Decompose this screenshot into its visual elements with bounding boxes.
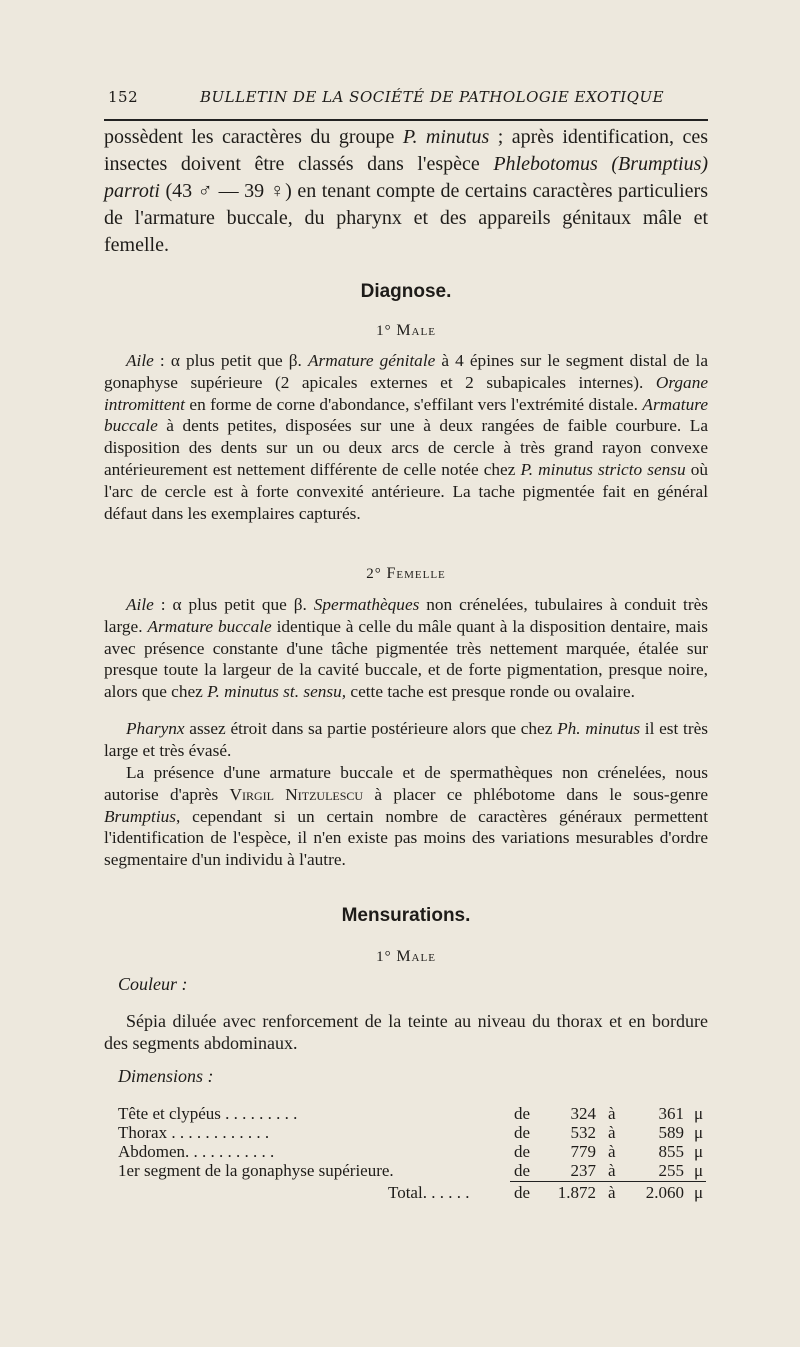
cell-unit: μ: [694, 1183, 704, 1202]
cell-min: 532: [570, 1123, 596, 1142]
subheading-number: 1°: [376, 949, 397, 965]
section-heading-diagnose: Diagnose.: [360, 281, 452, 302]
cell-unit: μ: [694, 1161, 704, 1180]
total-rule: [510, 1181, 706, 1182]
cell-min: 779: [570, 1142, 596, 1161]
text-run: , cependant si un certain nombre de caractères généraux permettent l'identification de l'espèce, il n'en existe pas moins des variations mesurables d'ordre segmentaire d'un individu à l'autre.: [104, 806, 708, 870]
species-name: P. minutus st. sensu,: [207, 682, 347, 702]
subheading-number: 2°: [366, 566, 387, 582]
text-run: où l'arc de cercle est à forte convexité antérieure. La tache pigmentée fait en général défaut dans les exemplaires capturés.: [104, 459, 709, 523]
subheading-male: [104, 322, 708, 340]
term: Armature génitale: [307, 351, 436, 370]
species-name: P. minutus stricto sensu: [520, 459, 686, 479]
cell-min: 324: [570, 1104, 596, 1123]
header-rule: [104, 119, 708, 121]
text-run: identique à celle du mâle quant à la disposition dentaire, mais avec présence constante d'une tâche pigmentée très nettement marquée, étalée sur presque toute la largeur de la cavité buccale, et de forte pigmentation, presque noire, alors que chez: [104, 616, 709, 702]
row-label: Abdomen. . . . . . . . . . .: [118, 1142, 275, 1161]
cell-unit: μ: [694, 1104, 704, 1123]
female-diagnose-paragraph: [104, 594, 708, 703]
table-row: [118, 1142, 708, 1161]
row-label: 1er segment de la gonaphyse supérieure.: [118, 1161, 394, 1180]
text-run: à dents petites, disposées sur une à deux rangées de faible courbure. La disposition des dents sur un ou deux arcs de cercle à très grand rayon convexe antérieurement est nettement différente de celle notée chez: [104, 416, 708, 479]
text-run: non crénelées, tubulaires à conduit très large.: [104, 595, 708, 636]
term: Armature buccale: [104, 394, 708, 436]
term: Aile: [126, 351, 154, 370]
cell-a: à: [608, 1161, 616, 1180]
subheading-female: [104, 565, 708, 583]
term: Aile: [126, 595, 154, 614]
cell-max: 589: [658, 1123, 684, 1142]
cell-de: de: [514, 1104, 531, 1123]
subheading-number: 1°: [376, 323, 397, 339]
text-run: cette tache est presque ronde ou ovalaire.: [346, 682, 635, 702]
cell-max: 2.060: [645, 1183, 684, 1202]
journal-title: BULLETIN DE LA SOCIÉTÉ DE PATHOLOGIE EXOTIQUE: [200, 88, 665, 106]
term: Organe intromittent: [104, 372, 708, 414]
text-run: à placer ce phlébotome dans le sous-genre: [363, 784, 708, 804]
cell-de: de: [514, 1123, 531, 1142]
text-run: La présence d'une armature buccale et de spermathèques non crénelées, nous autorise d'après: [104, 763, 708, 804]
cell-max: 361: [658, 1104, 684, 1123]
term: Armature buccale: [147, 616, 272, 636]
couleur-label: Couleur :: [118, 974, 188, 994]
subheading-label: Male: [396, 948, 436, 965]
cell-max: 855: [658, 1142, 684, 1161]
cell-a: à: [608, 1104, 616, 1123]
cell-unit: μ: [694, 1123, 704, 1142]
cell-unit: μ: [694, 1142, 704, 1161]
page-number: 152: [108, 88, 139, 106]
text-run: assez étroit dans sa partie postérieure alors que chez: [184, 719, 558, 738]
cell-min: 237: [570, 1161, 596, 1180]
species-name: Phlebotomus (Brumptius) parroti: [104, 153, 709, 202]
subheading-label: Femelle: [386, 565, 446, 582]
dimensions-label: Dimensions :: [118, 1066, 214, 1086]
cell-de: de: [514, 1183, 531, 1202]
cell-max: 255: [658, 1161, 684, 1180]
row-label: Thorax . . . . . . . . . . . .: [118, 1123, 270, 1142]
text-run: à 4 épines sur le segment distal de la gonaphyse supérieure (2 apicales externes et 2 subapicales internes).: [104, 351, 708, 392]
running-header: [108, 88, 706, 112]
cell-a: à: [608, 1142, 616, 1161]
table-row: [118, 1104, 708, 1123]
text-run: possèdent les caractères du groupe: [104, 126, 403, 148]
subgenus-paragraph: [104, 762, 708, 871]
couleur-paragraph: Sépia diluée avec renforcement de la teinte au niveau du thorax et en bordure des segments abdominaux.: [104, 1011, 708, 1053]
cell-de: de: [514, 1142, 531, 1161]
cell-a: à: [608, 1123, 616, 1142]
male-diagnose-paragraph: [104, 350, 708, 524]
dimensions-table: [118, 1104, 708, 1202]
table-row: [118, 1161, 708, 1180]
text-run: en forme de corne d'abondance, s'effilant vers l'extrémité distale.: [184, 394, 643, 414]
row-label: Tête et clypéus . . . . . . . . .: [118, 1104, 298, 1123]
intro-paragraph: [104, 124, 708, 259]
subheading-label: Male: [396, 322, 436, 339]
species-name: P. minutus: [402, 126, 490, 148]
term: Pharynx: [126, 719, 185, 738]
cell-min: 1.872: [557, 1183, 596, 1202]
text-run: ; après identification, ces insectes doivent être classés dans l'espèce: [104, 126, 708, 175]
text-run: : α plus petit que β.: [153, 595, 314, 614]
term: Spermathèques: [313, 595, 420, 614]
species-name: Ph. minutus: [557, 719, 641, 738]
text-run: il est très large et très évasé.: [104, 719, 708, 760]
cell-de: de: [514, 1161, 531, 1180]
section-heading-mensurations: Mensurations.: [341, 905, 471, 926]
table-row: [118, 1123, 708, 1142]
text-run: (43 ♂ — 39 ♀) en tenant compte de certains caractères particuliers de l'armature buccale, du pharynx et des appareils génitaux mâle et femelle.: [104, 180, 708, 256]
row-label: Total. . . . . .: [388, 1183, 470, 1202]
author-name: Virgil Nitzulescu: [229, 784, 364, 804]
text-run: : α plus petit que β.: [153, 351, 308, 370]
subgenus-name: Brumptius: [104, 806, 177, 826]
pharynx-paragraph: [104, 718, 708, 762]
cell-a: à: [608, 1183, 616, 1202]
subheading-male-mensurations: [104, 948, 708, 966]
table-total-row: [118, 1183, 708, 1202]
